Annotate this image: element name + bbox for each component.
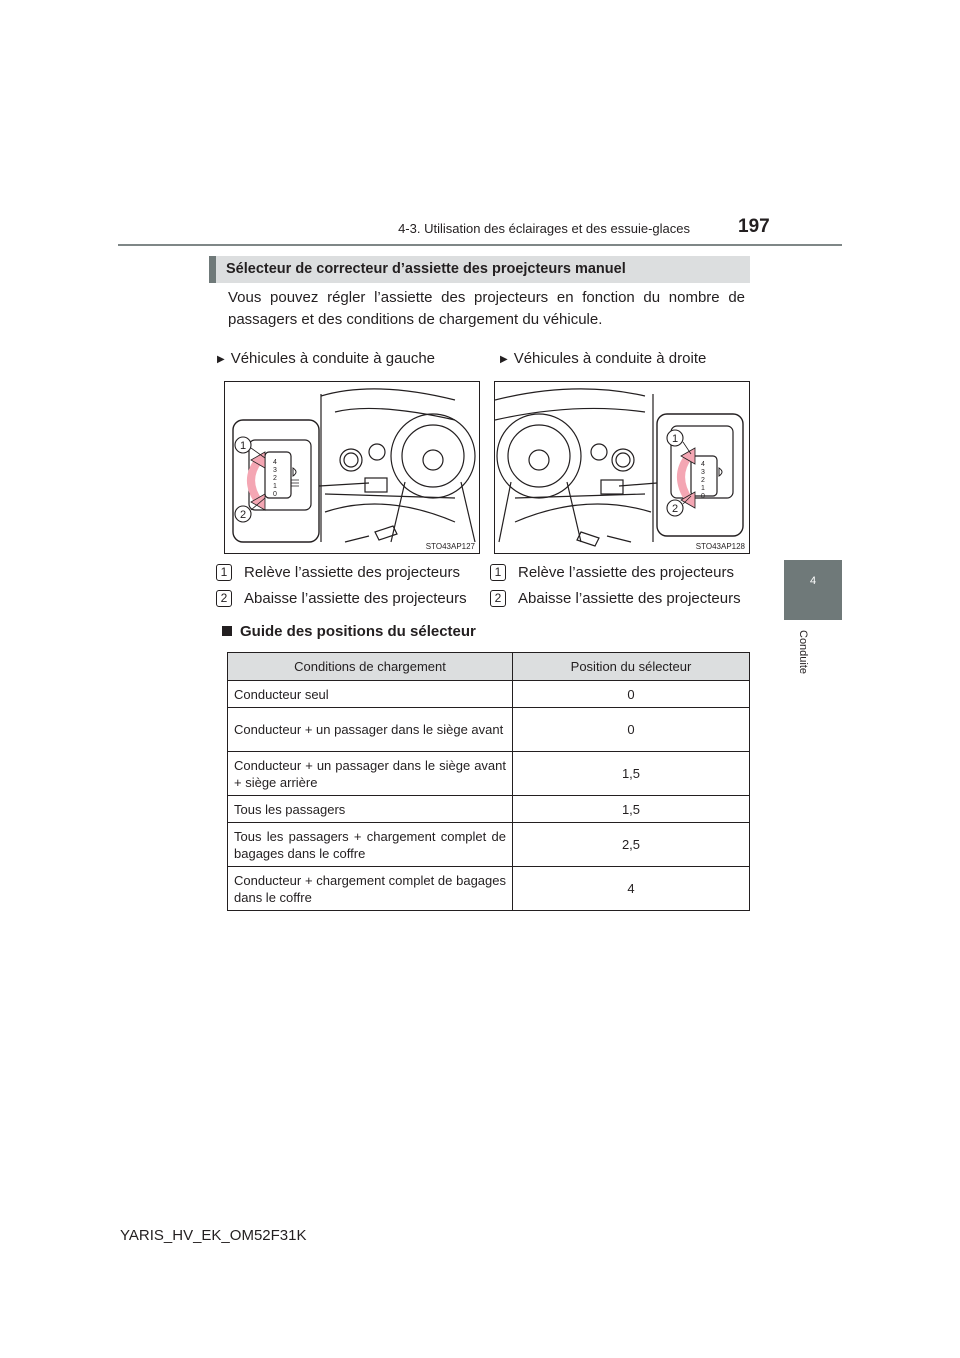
table-header-row	[228, 653, 750, 681]
condition-cell: Tous les passagers + chargement complet de bagages dans le coffre	[228, 823, 513, 867]
selector-positions-table	[227, 652, 750, 911]
condition-cell: Conducteur seul	[228, 681, 513, 708]
callout-number-badge: 1	[490, 564, 506, 581]
figure-id: STO43AP127	[425, 542, 475, 551]
table-row	[228, 796, 750, 823]
condition-cell: Tous les passagers	[228, 796, 513, 823]
dial-marks	[701, 461, 705, 500]
position-cell: 4	[513, 867, 750, 911]
svg-text:0: 0	[273, 491, 277, 498]
illustration-right-hand-drive	[494, 381, 750, 554]
running-header: 4-3. Utilisation des éclairages et des essuie-glaces	[398, 221, 690, 236]
svg-text:0: 0	[701, 493, 705, 500]
vehicle-label-right-hand-drive: ▶ Véhicules à conduite à droite	[500, 350, 707, 367]
page-number: 197	[738, 216, 770, 237]
position-cell: 0	[513, 681, 750, 708]
triangle-bullet-icon: ▶	[500, 354, 508, 365]
dashboard-drawing-lhd	[225, 382, 480, 554]
square-bullet-icon	[222, 626, 232, 636]
vehicle-label-left-hand-drive: ▶ Véhicules à conduite à gauche	[217, 350, 436, 367]
position-cell: 0	[513, 708, 750, 752]
svg-text:4: 4	[273, 459, 277, 466]
table-row	[228, 823, 750, 867]
svg-text:3: 3	[701, 469, 705, 476]
svg-text:2: 2	[701, 477, 705, 484]
svg-text:2: 2	[273, 475, 277, 482]
svg-text:3: 3	[273, 467, 277, 474]
section-title: Sélecteur de correcteur d’assiette des proejcteurs manuel	[209, 256, 750, 283]
callout-2-label: 2	[239, 509, 247, 521]
chapter-number: 4	[809, 575, 817, 587]
condition-cell: Conducteur + un passager dans le siège avant	[228, 708, 513, 752]
callout-1-label: 1	[671, 433, 679, 445]
column-header-conditions: Conditions de chargement	[228, 653, 513, 681]
triangle-bullet-icon: ▶	[217, 354, 225, 365]
position-cell: 1,5	[513, 752, 750, 796]
guide-heading: Guide des positions du sélecteur	[222, 623, 476, 640]
legend-item-lower-left: 2 Abaisse l’assiette des projecteurs	[216, 590, 467, 607]
table-row	[228, 708, 750, 752]
svg-text:1: 1	[701, 485, 705, 492]
chapter-tab	[784, 560, 842, 620]
chapter-name: Conduite	[797, 630, 809, 675]
table-row	[228, 752, 750, 796]
svg-text:4: 4	[701, 461, 705, 468]
callout-number-badge: 2	[216, 590, 232, 607]
condition-cell: Conducteur + un passager dans le siège avant + siège arrière	[228, 752, 513, 796]
position-cell: 2,5	[513, 823, 750, 867]
dashboard-drawing-rhd	[495, 382, 750, 554]
legend-item-lower-right: 2 Abaisse l’assiette des projecteurs	[490, 590, 741, 607]
illustration-left-hand-drive	[224, 381, 480, 554]
intro-paragraph: Vous pouvez régler l’assiette des projecteurs en fonction du nombre de passagers et des conditions de chargement du véhicule.	[228, 289, 745, 328]
condition-cell: Conducteur + chargement complet de bagages dans le coffre	[228, 867, 513, 911]
table-row	[228, 681, 750, 708]
header-divider	[118, 244, 842, 246]
document-code-footer: YARIS_HV_EK_OM52F31K	[120, 1227, 307, 1244]
callout-1-label: 1	[239, 440, 247, 452]
table-row	[228, 867, 750, 911]
svg-text:1: 1	[273, 483, 277, 490]
callout-number-badge: 1	[216, 564, 232, 581]
legend-item-raise-right: 1 Relève l’assiette des projecteurs	[490, 564, 734, 581]
column-header-position: Position du sélecteur	[513, 653, 750, 681]
callout-number-badge: 2	[490, 590, 506, 607]
position-cell: 1,5	[513, 796, 750, 823]
dial-marks	[273, 459, 277, 498]
callout-2-label: 2	[671, 503, 679, 515]
figure-id: STO43AP128	[695, 542, 745, 551]
legend-item-raise-left: 1 Relève l’assiette des projecteurs	[216, 564, 460, 581]
